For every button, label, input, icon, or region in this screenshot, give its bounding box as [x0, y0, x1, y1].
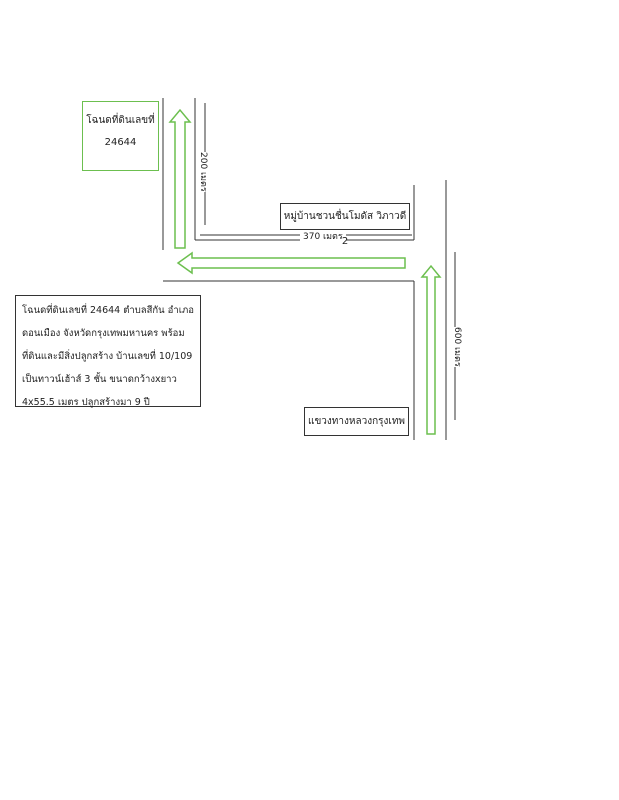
- distance-east: 600 เมตร: [452, 327, 462, 367]
- plot-box: [82, 101, 159, 171]
- route-arrows: [170, 110, 440, 434]
- distance-north: 200 เมตร: [198, 152, 208, 192]
- arrow-up-east-icon: [422, 266, 440, 434]
- plot-box-number: 24644: [104, 137, 137, 148]
- description-line: 4x55.5 เมตร ปลูกสร้างมา 9 ปี: [22, 397, 150, 408]
- arrow-left-icon: [178, 253, 405, 273]
- village-label: หมู่บ้านชวนชื่นโมดัส วิภาวดี 2: [280, 203, 410, 230]
- description-line: โฉนดที่ดินเลขที่ 24644 ตำบลสีกัน อำเภอ: [22, 305, 194, 316]
- property-description: [15, 295, 201, 407]
- description-line: ดอนเมือง จังหวัดกรุงเทพมหานคร พร้อม: [22, 328, 185, 339]
- distance-middle: 370 เมตร: [300, 229, 346, 243]
- road-lines: [163, 98, 455, 440]
- plot-box-title: โฉนดที่ดินเลขที่: [86, 115, 155, 126]
- description-line: ที่ดินและมีสิ่งปลูกสร้าง บ้านเลขที่ 10/109: [22, 351, 193, 362]
- description-line: เป็นทาวน์เฮ้าส์ 3 ชั้น ขนาดกว้างxยาว: [22, 374, 177, 385]
- district-label: แขวงทางหลวงกรุงเทพ: [304, 407, 409, 436]
- arrow-up-west-icon: [170, 110, 190, 248]
